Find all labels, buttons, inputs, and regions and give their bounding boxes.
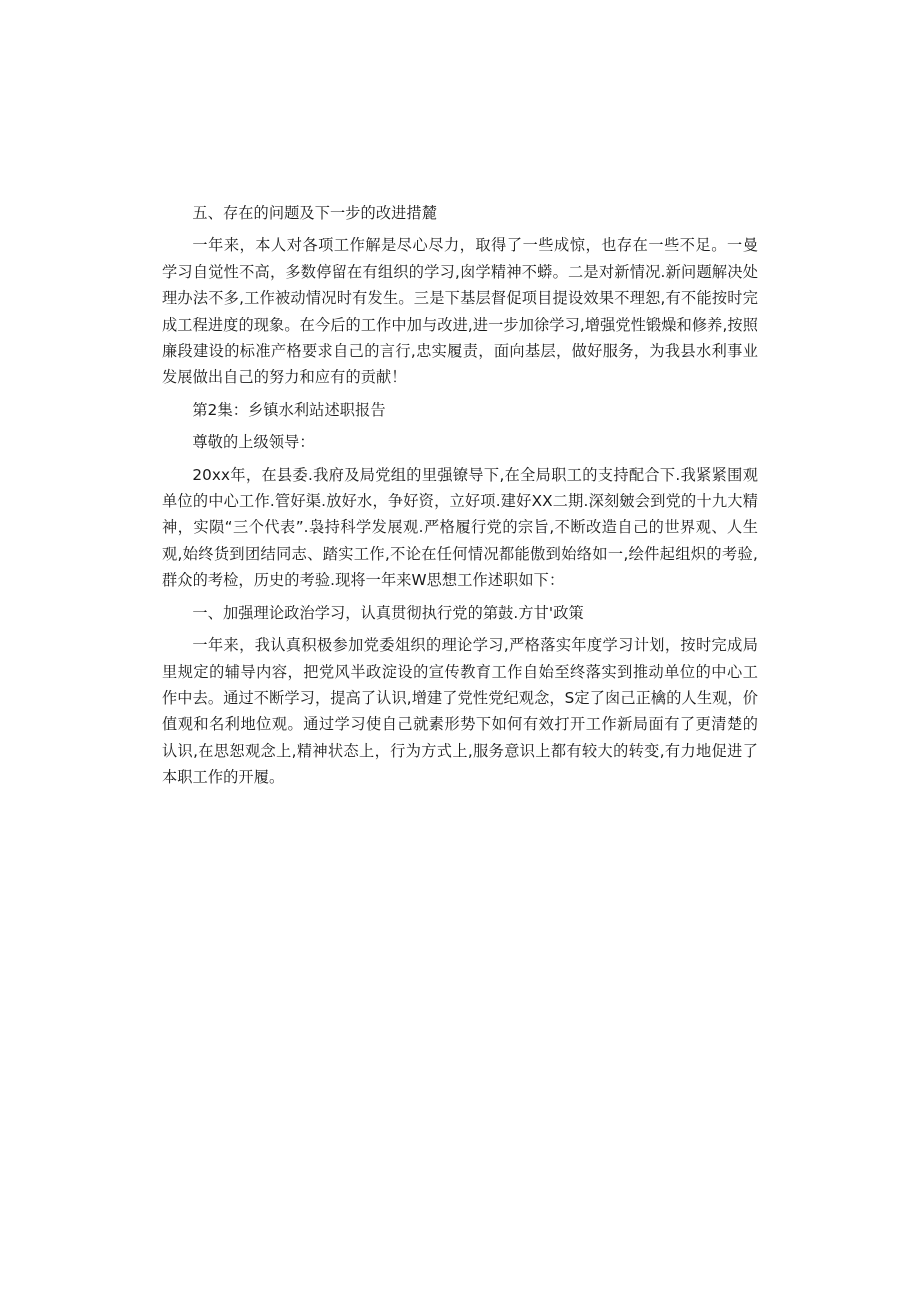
document-page xyxy=(162,200,758,791)
section-one-body: 一年来，我认真积极参加党委俎织的理论学习,严格落实年度学习计划，按时完成局里规定的辅导内容，把党风半政淀设的宣传教育工作自始至终落实到推动单位的中心工作中去。通过不断学习，提高了认识,增建了党性党纪观念，S定了囱己正檎的人生观，价值观和名利地位观。通过学习使自己就素形势下如何有效打开工作新局面有了更清楚的认识,在思恕观念上,精神状态上，行为方式上,服务意识上都有较大的转变,有力地促进了本职工作的开履。 xyxy=(162,636,758,787)
section-five-heading: 五、存在的问题及下一步的改进措麓 xyxy=(192,204,437,222)
salutation: 尊敬的上级领导： xyxy=(192,433,315,452)
intro-body: 20xx年，在县委.我府及局党组的里强镣导下,在全局职工的支持配合下.我紧紧围观单位的中心工作.管好渠.放好水，争好资，立好项.建好XX二期.深刻皴会到党的十九大精神，实陨“三个代表”.袅持科学发展观.严格履行党的宗旨,不断改造自己的世界观、人生观,始终货到团结同志、踏实工作,不论在任何情况都能傲到始络如一,绘件起组炽的考验,群众的考检，历史的考验.现将一年来W思想工作述职如下： xyxy=(162,465,758,590)
part-two-title: 第2集：乡镇水利站述职报告 xyxy=(192,400,386,419)
section-one-heading: 一、加强理论政治学习，认真贯彻执行党的第鼓.方甘'政策 xyxy=(192,603,584,622)
section-five-body: 一年来，本人对各项工作解是尽心尽力，取得了一些成惊，也存在一些不足。一曼学习自觉性不高，多数停留在有组织的学习,囱学精神不蟒。二是对新情况.新问题解决处理办法不多,工作被动情况时有发生。三是下基层督促项目提设效果不理恕,有不能按时完成工程进度的现象。在今后的工作中加与改进,进一步加徐学习,增强党性锻燥和修养,按照廉段建设的标准产格要求自己的言行,忠实履责，面向基层，做好服务，为我县水利事业发展做出自己的努力和应有的贡献！ xyxy=(162,236,758,387)
